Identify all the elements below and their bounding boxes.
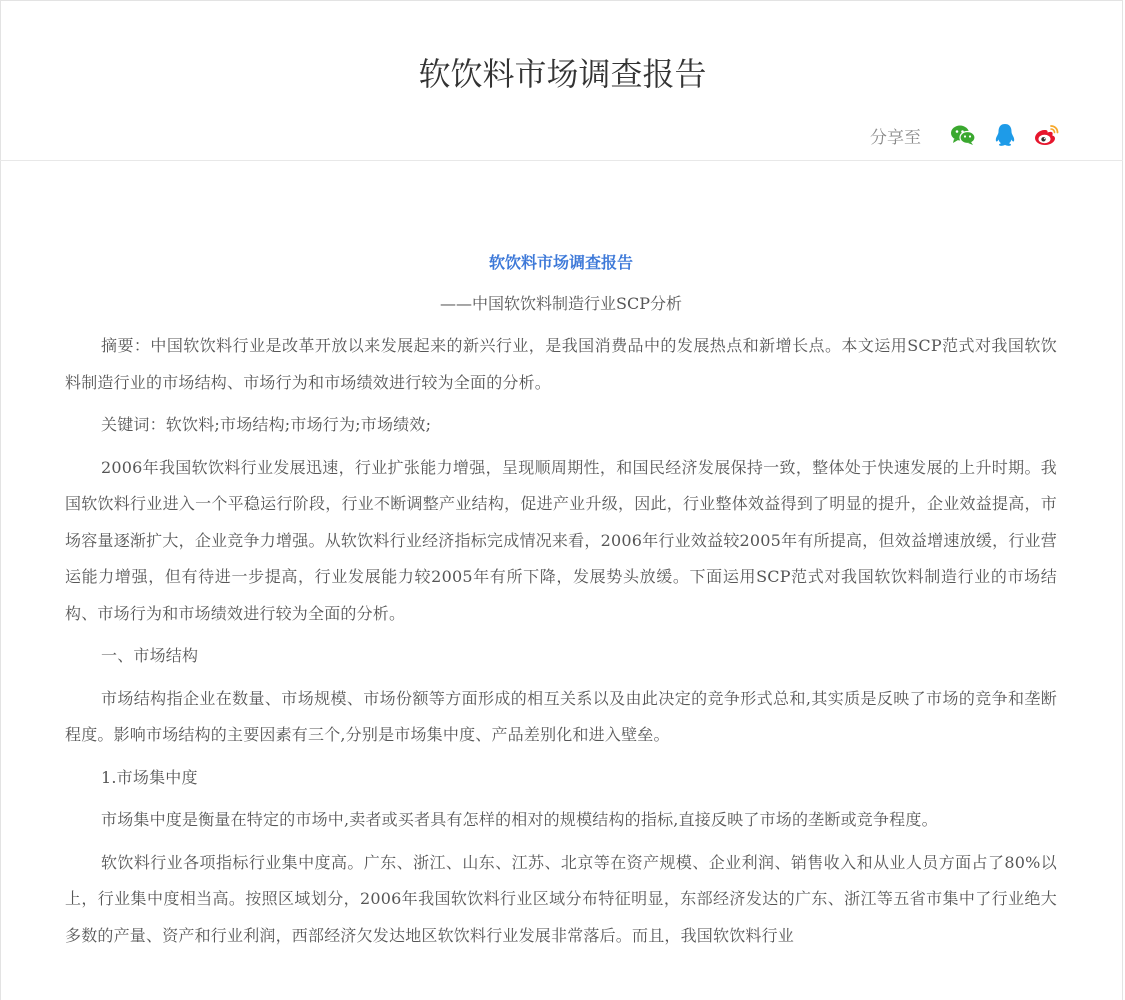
abstract-paragraph: 摘要：中国软饮料行业是改革开放以来发展起来的新兴行业，是我国消费品中的发展热点和新增长点。本文运用SCP范式对我国软饮料制造行业的市场结构、市场行为和市场绩效进行较为全面的分析。 (65, 336, 1057, 392)
keywords-paragraph: 关键词：软饮料;市场结构;市场行为;市场绩效; (101, 415, 432, 434)
body-paragraph: 市场结构指企业在数量、市场规模、市场份额等方面形成的相互关系以及由此决定的竞争形式总和,其实质是反映了市场的竞争和垄断程度。影响市场结构的主要因素有三个,分别是市场集中度、产品差别化和进入壁垒。 (65, 688, 1057, 744)
wechat-icon[interactable] (949, 121, 977, 149)
qq-icon[interactable] (991, 121, 1019, 149)
article-title: 软饮料市场调查报告 (488, 253, 633, 272)
article-body (65, 245, 1057, 960)
page-title: 软饮料市场调查报告 (418, 55, 707, 93)
article-subtitle: ——中国软饮料制造行业SCP分析 (440, 294, 682, 313)
body-paragraph: 市场集中度是衡量在特定的市场中,卖者或买者具有怎样的相对的规模结构的指标,直接反映了市场的垄断或竞争程度。 (101, 810, 938, 829)
share-label: 分享至 (870, 127, 921, 148)
subsection-heading: 1.市场集中度 (101, 767, 198, 787)
weibo-icon[interactable] (1033, 121, 1061, 149)
body-paragraph: 软饮料行业各项指标行业集中度高。广东、浙江、山东、江苏、北京等在资产规模、企业利润、销售收入和从业人员方面占了80%以上，行业集中度相当高。按照区域划分，2006年我国软饮料行业区域分布特征明显，东部经济发达的广东、浙江等五省市集中了行业绝大多数的产量、资产和行业利润，西部经济欠发达地区软饮料行业发展非常落后。而且，我国软饮料行业 (65, 852, 1057, 945)
body-paragraph: 2006年我国软饮料行业发展迅速，行业扩张能力增强，呈现顺周期性，和国民经济发展保持一致，整体处于快速发展的上升时期。我国软饮料行业进入一个平稳运行阶段，行业不断调整产业结构，促进产业升级，因此，行业整体效益得到了明显的提升，企业效益提高，市场容量逐渐扩大，企业竞争力增强。从软饮料行业经济指标完成情况来看，2006年行业效益较2005年有所提高，但效益增速放缓，行业营运能力增强，但有待进一步提高，行业发展能力较2005年有所下降，发展势头放缓。下面运用SCP范式对我国软饮料制造行业的市场结构、市场行为和市场绩效进行较为全面的分析。 (65, 457, 1057, 623)
share-bar (870, 120, 1061, 150)
section-heading: 一、市场结构 (101, 646, 199, 665)
page-header (0, 0, 1123, 161)
